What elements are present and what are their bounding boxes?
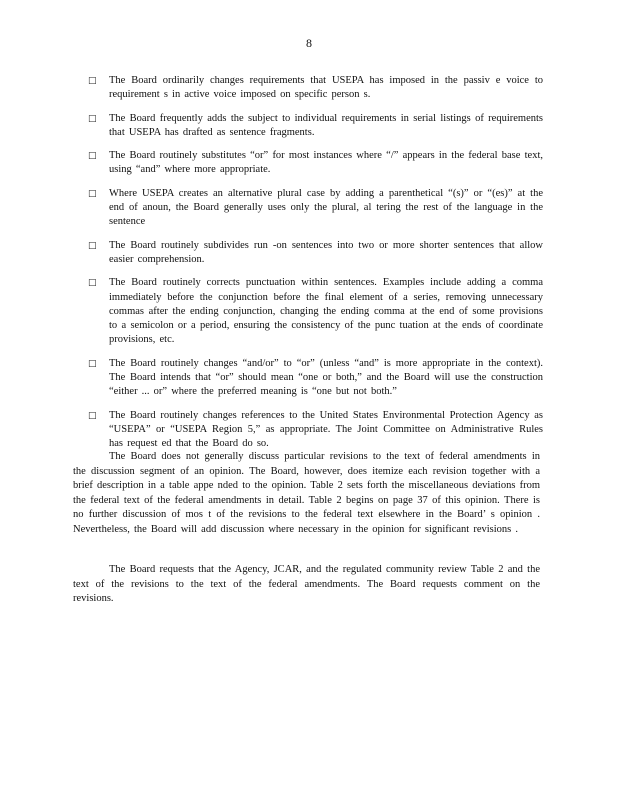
list-item-text: The Board ordinarily changes requirements that USEPA has imposed in the passiv e voice to requirement s in active voice imposed on specific person s.: [109, 75, 543, 101]
page-number: 8: [306, 36, 312, 50]
list-item-text: The Board routinely corrects punctuation within sentences. Examples include adding a comma immediately before the conjunction before the final element of a series, removing unnecessary commas after the ending conjunction, changing the ending comma at the end of some provisions to a semicolon or a period, ensuring the consistency of the punc tuation at the ends of coordinate provisions, etc.: [109, 277, 543, 346]
revision-practices-list: [88, 74, 543, 461]
list-item: [88, 357, 543, 400]
list-item: [88, 149, 543, 178]
checkbox-bullet-icon: □: [88, 188, 97, 199]
list-item-text: Where USEPA creates an alternative plural case by adding a parenthetical “(s)” or “(es)” at the end of anoun, the Board generally uses only the plural, al tering the rest of the language in the sentence: [109, 187, 543, 228]
list-item: [88, 409, 543, 452]
list-item-text: The Board frequently adds the subject to individual requirements in serial listings of requirements that USEPA has drafted as sentence fragments.: [109, 112, 543, 138]
list-item: [88, 276, 543, 347]
checkbox-bullet-icon: □: [88, 113, 97, 124]
list-item-text: The Board routinely changes references to the United States Environmental Protection Agency as “USEPA” or “USEPA Region 5,” as appropriate. The Joint Committee on Administrative Rules has request ed that the Board do so.: [109, 409, 543, 450]
checkbox-bullet-icon: □: [88, 278, 97, 289]
list-item: [88, 239, 543, 268]
list-item: [88, 187, 543, 230]
checkbox-bullet-icon: □: [88, 240, 97, 251]
checkbox-bullet-icon: □: [88, 358, 97, 369]
list-item: [88, 74, 543, 103]
comment-request-paragraph: The Board requests that the Agency, JCAR, and the regulated community review Table 2 and the text of the revisions to the text of the federal amendments. The Board requests comment on the revisions.: [73, 564, 540, 605]
list-item-text: The Board routinely subdivides run -on sentences into two or more shorter sentences that allow easier comprehension.: [109, 239, 543, 265]
list-item: [88, 112, 543, 141]
checkbox-bullet-icon: □: [88, 410, 97, 421]
checkbox-bullet-icon: □: [88, 76, 97, 86]
discussion-paragraph: The Board does not generally discuss particular revisions to the text of federal amendments in the discussion segment of an opinion. The Board, however, does itemize each revision together with a brief description in a table appe nded to the opinion. Table 2 sets forth the miscellaneous deviations from the federal text of the federal amendments in detail. Table 2 begins on page 37 of this opinion. There is no further discussion of mos t of the revisions to the federal text elsewhere in the Board’ s opinion . Nevertheless, the Board will add discussion where necessary in the opinion for significant revisions .: [73, 451, 540, 535]
checkbox-bullet-icon: □: [88, 151, 97, 162]
list-item-text: The Board routinely substitutes “or” for most instances where “/” appears in the federal base text, using “and” where more appropriate.: [109, 150, 543, 176]
list-item-text: The Board routinely changes “and/or” to “or” (unless “and” is more appropriate in the context). The Board intends that “or” should mean “one or both,” and the Board will use the construction “either ... or” where the preferred meaning is “one but not both.”: [109, 357, 543, 398]
